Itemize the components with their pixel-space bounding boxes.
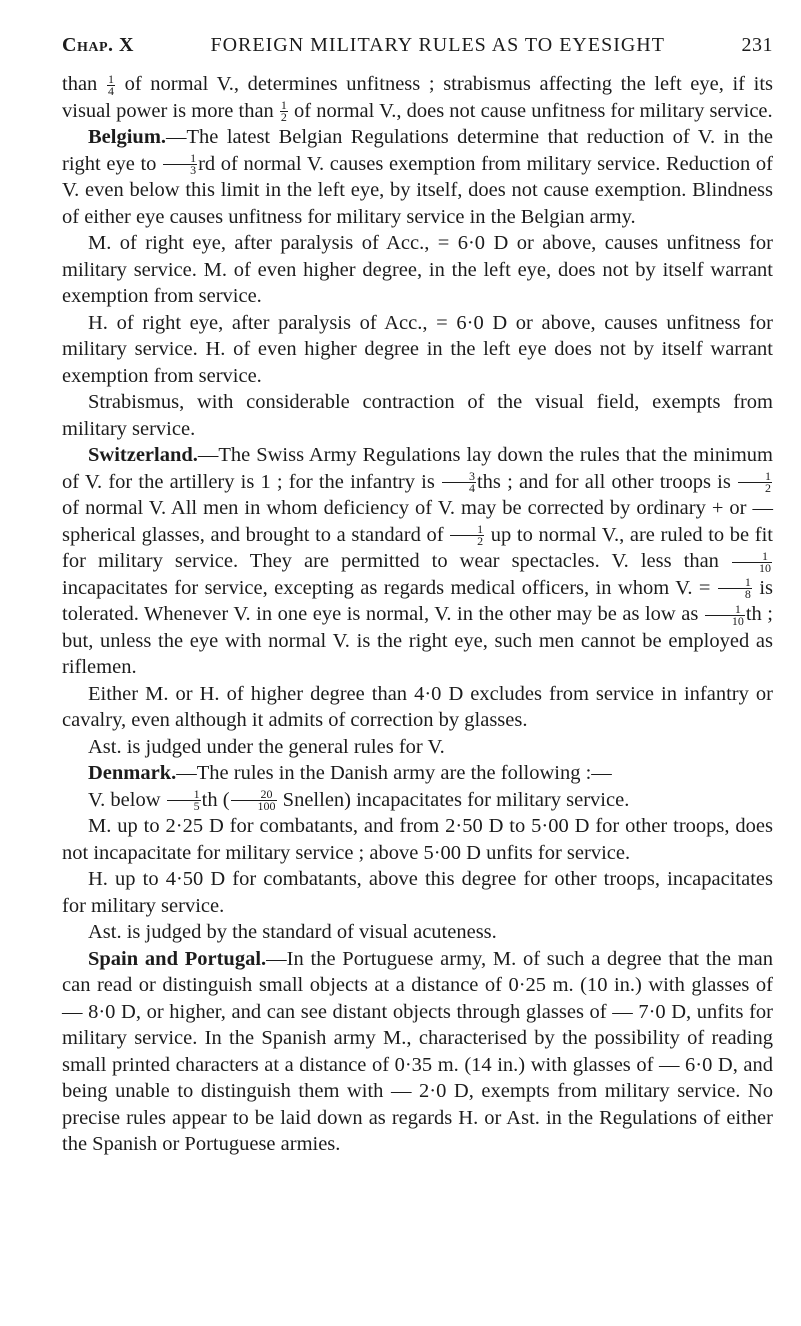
paragraph-denmark-hypermetropia: H. up to 4·50 D for combatants, above this degree for other troops, incapacitates for military service. [62,868,773,917]
fraction: $\frac{1}{8}$ [718,577,752,600]
fraction: $\frac{20}{100}$ [231,789,277,812]
paragraph-belgium-hypermetropia: H. of right eye, after paralysis of Acc., = 6·0 D or above, causes unfitness for military service. H. of even higher degree in the left eye does not by itself warrant exemption from service. [62,311,773,387]
paragraph-belgium: Belgium.—The latest Belgian Regulations determine that reduction of V. in the right eye to $\frac{1}{3}$ rd of normal V. causes exemption from military service. Reduction of V. even below this limit in the left eye, by itself, does not cause exemption. Blindness of either eye causes unfitness for military service in the Belgian army. [62,126,773,228]
fraction: $\frac{1}{2}$ [738,471,772,494]
fraction: $\frac{1}{10}$ [732,551,772,574]
paragraph-switzerland: Switzerland.—The Swiss Army Regulations lay down the rules that the minimum of V. for the artillery is 1 ; for the infantry is $\frac{3}{4}$ ths ; and for all other troops is $\frac{1}{2}$ of normal V. All men in whom deficiency of V. may be corrected by ordinary + or — spherical glasses, and brought to a standard of $\frac{1}{2}$ up to normal V., are ruled to be fit for military service. They are permitted to wear spectacles. V. less than $\frac{1}{10}$ incapacitates for service, excepting as regards medical officers, in whom V. = $\frac{1}{8}$ is tolerated. Whenever V. in one eye is normal, V. in the other may be as low as $\frac{1}{10}$ th ; but, unless the eye with normal V. is the right eye, such men cannot be employed as riflemen. [62,444,774,678]
paragraph-denmark-vision: V. below $\frac{1}{5}$ th ( $\frac{20}{100}$ Snellen) incapacitates for military service. [88,787,630,814]
chapter-label: Chap. X [62,34,134,56]
paragraph-switzerland-mh: Either M. or H. of higher degree than 4·0 D excludes from service in infantry or cavalry, even although it admits of correction by glasses. [62,682,773,731]
paragraph-continuation: than $\frac{1}{4}$ of normal V., determines unfitness ; strabismus affecting the left eye, if its visual power is more than $\frac{1}{2}$ of normal V., does not cause unfitness for military service. [62,71,773,125]
section-heading-switzerland: Switzerland. [88,444,198,466]
fraction: $\frac{1}{2}$ [450,524,484,547]
running-head [62,34,773,57]
fraction: $\frac{1}{4}$ [107,71,114,98]
paragraph-denmark-ast: Ast. is judged by the standard of visual acuteness. [88,921,497,943]
running-title: FOREIGN MILITARY RULES AS TO EYESIGHT [210,34,665,56]
paragraph-switzerland-ast: Ast. is judged under the general rules for V. [88,735,445,758]
fraction: $\frac{1}{2}$ [280,98,287,125]
paragraph-spain-portugal: Spain and Portugal.—In the Portuguese army, M. of such a degree that the man can read or distinguish small objects at a distance of 0·25 m. (10 in.) with glasses of — 8·0 D, or higher, and can see distant objects through glasses of — 7·0 D, unfits for military service. In the Spanish army M., characterised by the possibility of reading small printed characters at a distance of 0·35 m. (14 in.) with glasses of — 6·0 D, and being unable to distinguish them with — 2·0 D, exempts from military service. No precise rules appear to be laid down as regards H. or Ast. in the Regulations of either the Spanish or Portuguese armies. [62,947,773,1155]
body-text [62,71,773,1158]
fraction: $\frac{3}{4}$ [442,471,476,494]
section-heading-denmark: Denmark. [88,762,177,784]
paragraph-denmark: Denmark.—The rules in the Danish army are the following :— [88,762,612,784]
section-heading-spain-portugal: Spain and Portugal. [88,947,267,970]
paragraph-belgium-myopia: M. of right eye, after paralysis of Acc., = 6·0 D or above, causes unfitness for military service. M. of even higher degree, in the left eye, does not by itself warrant exemption from service. [62,232,773,307]
fraction: $\frac{1}{5}$ [167,789,201,812]
page-number: 231 [741,34,773,56]
fraction: $\frac{1}{10}$ [705,604,745,627]
section-heading-belgium: Belgium. [88,126,167,148]
paragraph-belgium-strabismus: Strabismus, with considerable contraction of the visual field, exempts from military service. [62,391,773,440]
fraction: $\frac{1}{3}$ [163,153,197,176]
paragraph-denmark-myopia: M. up to 2·25 D for combatants, and from 2·50 D to 5·00 D for other troops, does not incapacitate for military service ; above 5·00 D unfits for service. [62,815,773,864]
